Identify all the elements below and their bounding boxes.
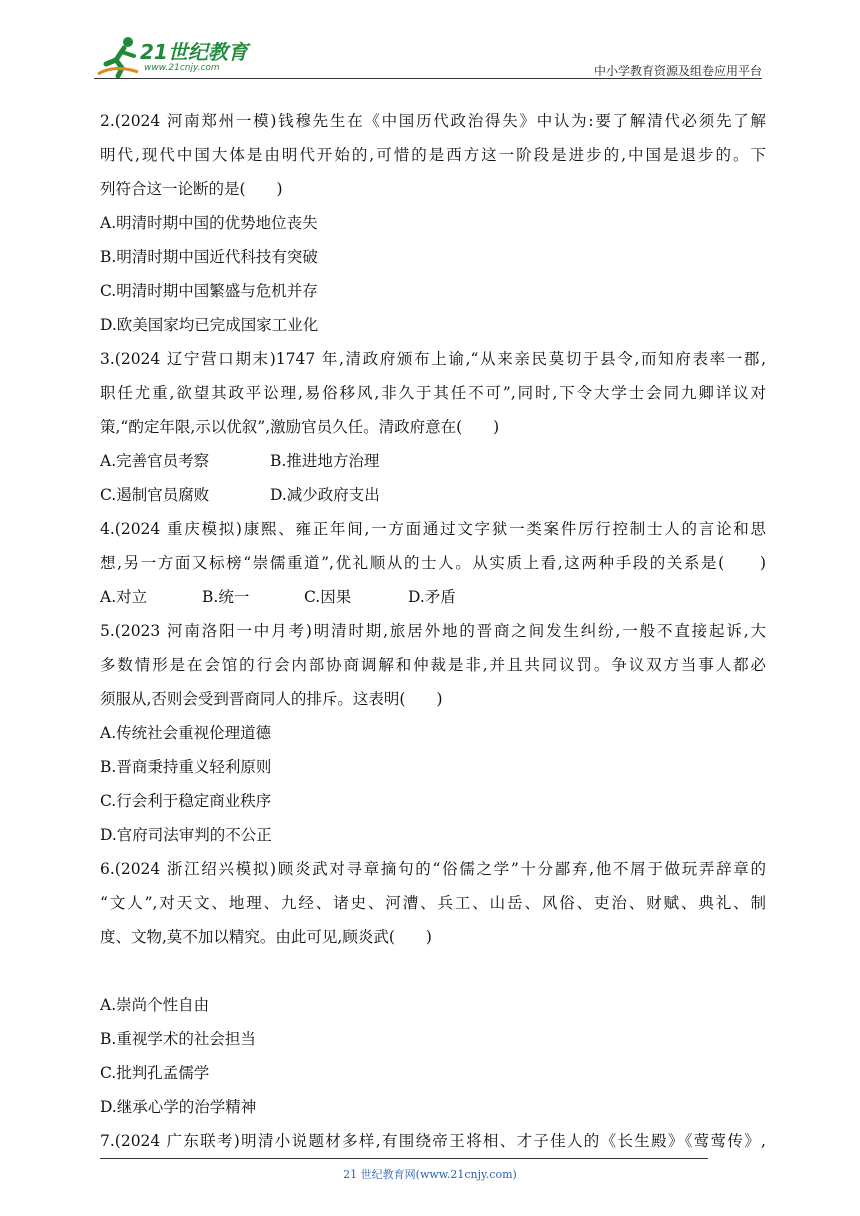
- option-b[interactable]: B.晋商秉持重义轻利原则: [100, 758, 272, 776]
- option-row: [100, 580, 766, 614]
- option-row: [100, 444, 766, 478]
- option-a[interactable]: A.崇尚个性自由: [100, 996, 210, 1014]
- option-c[interactable]: C.批判孔孟儒学: [100, 1064, 210, 1082]
- question-list: [100, 104, 766, 1158]
- option-a[interactable]: A.传统社会重视伦理道德: [100, 724, 272, 742]
- question-stem-line: 2.(2024 河南郑州一模)钱穆先生在《中国历代政治得失》中认为:要了解清代必须先了解: [100, 112, 766, 130]
- option-c[interactable]: C.行会利于稳定商业秩序: [100, 792, 272, 810]
- question-stem-line: 5.(2023 河南洛阳一中月考)明清时期,旅居外地的晋商之间发生纠纷,一般不直接起诉,大: [100, 622, 766, 640]
- question-stem-line: 4.(2024 重庆模拟)康熙、雍正年间,一方面通过文字狱一类案件厉行控制士人的言论和思: [100, 520, 766, 538]
- question-stem-line: 度、文物,莫不加以精究。由此可见,顾炎武( ): [100, 928, 432, 946]
- option-d[interactable]: D.官府司法审判的不公正: [100, 826, 272, 844]
- option-c[interactable]: C.遏制官员腐败: [100, 486, 210, 504]
- option-c[interactable]: C.明清时期中国繁盛与危机并存: [100, 282, 318, 300]
- question-stem-line: 7.(2024 广东联考)明清小说题材多样,有围绕帝王将相、才子佳人的《长生殿》《莺莺传》,: [100, 1132, 766, 1150]
- question-stem-line: 须服从,否则会受到晋商同人的排斥。这表明( ): [100, 690, 443, 708]
- option-a[interactable]: A.明清时期中国的优势地位丧失: [100, 214, 318, 232]
- site-logo: [94, 34, 264, 78]
- option-b[interactable]: B.重视学术的社会担当: [100, 1030, 256, 1048]
- runner-icon: [94, 34, 142, 78]
- question-stem-line: 列符合这一论断的是( ): [100, 180, 283, 198]
- option-d[interactable]: D.减少政府支出: [270, 486, 380, 504]
- logo-text: 21世纪教育: [140, 40, 248, 64]
- logo-url: www.21cnjy.com: [144, 63, 220, 73]
- question-stem-line: 职任尤重,欲望其政平讼理,易俗移风,非久于其任不可”,同时,下令大学士会同九卿详议对: [100, 384, 766, 402]
- question-stem-line: 3.(2024 辽宁营口期末)1747 年,清政府颁布上谕,“从来亲民莫切于县令,而知府表率一郡,: [100, 350, 766, 368]
- option-d[interactable]: D.矛盾: [408, 588, 456, 606]
- option-d[interactable]: D.欧美国家均已完成国家工业化: [100, 316, 319, 334]
- question-2: [100, 104, 766, 342]
- header-slogan: 中小学教育资源及组卷应用平台: [593, 64, 762, 78]
- question-stem-line: “文人”,对天文、地理、九经、诸史、河漕、兵工、山岳、风俗、吏治、财赋、典礼、制: [100, 894, 766, 912]
- option-row: [100, 478, 766, 512]
- option-b[interactable]: B.明清时期中国近代科技有突破: [100, 248, 318, 266]
- question-stem-line: 想,另一方面又标榜“崇儒重道”,优礼顺从的士人。从实质上看,这两种手段的关系是( ): [100, 554, 766, 572]
- question-5: [100, 614, 766, 852]
- option-b[interactable]: B.统一: [202, 588, 250, 606]
- question-4: [100, 512, 766, 614]
- question-stem-line: 明代,现代中国大体是由明代开始的,可惜的是西方这一阶段是进步的,中国是退步的。下: [100, 146, 766, 164]
- blank-spacer: [100, 954, 766, 988]
- footer-text[interactable]: 21 世纪教育网(www.21cnjy.com): [343, 1168, 517, 1181]
- option-a[interactable]: A.完善官员考察: [100, 452, 210, 470]
- option-d[interactable]: D.继承心学的治学精神: [100, 1098, 257, 1116]
- header-divider: [94, 78, 762, 79]
- question-7: [100, 1124, 766, 1158]
- option-c[interactable]: C.因果: [304, 588, 352, 606]
- question-6: [100, 852, 766, 1124]
- option-a[interactable]: A.对立: [100, 588, 148, 606]
- question-3: [100, 342, 766, 512]
- question-stem-line: 6.(2024 浙江绍兴模拟)顾炎武对寻章摘句的“俗儒之学”十分鄙弃,他不屑于做玩弄辞章的: [100, 860, 766, 878]
- question-stem-line: 多数情形是在会馆的行会内部协商调解和仲裁是非,并且共同议罚。争议双方当事人都必: [100, 656, 766, 674]
- footer-divider: [100, 1158, 708, 1159]
- page-header: [94, 34, 762, 80]
- question-stem-line: 策,“酌定年限,示以优叙”,激励官员久任。清政府意在( ): [100, 418, 500, 436]
- option-b[interactable]: B.推进地方治理: [270, 452, 380, 470]
